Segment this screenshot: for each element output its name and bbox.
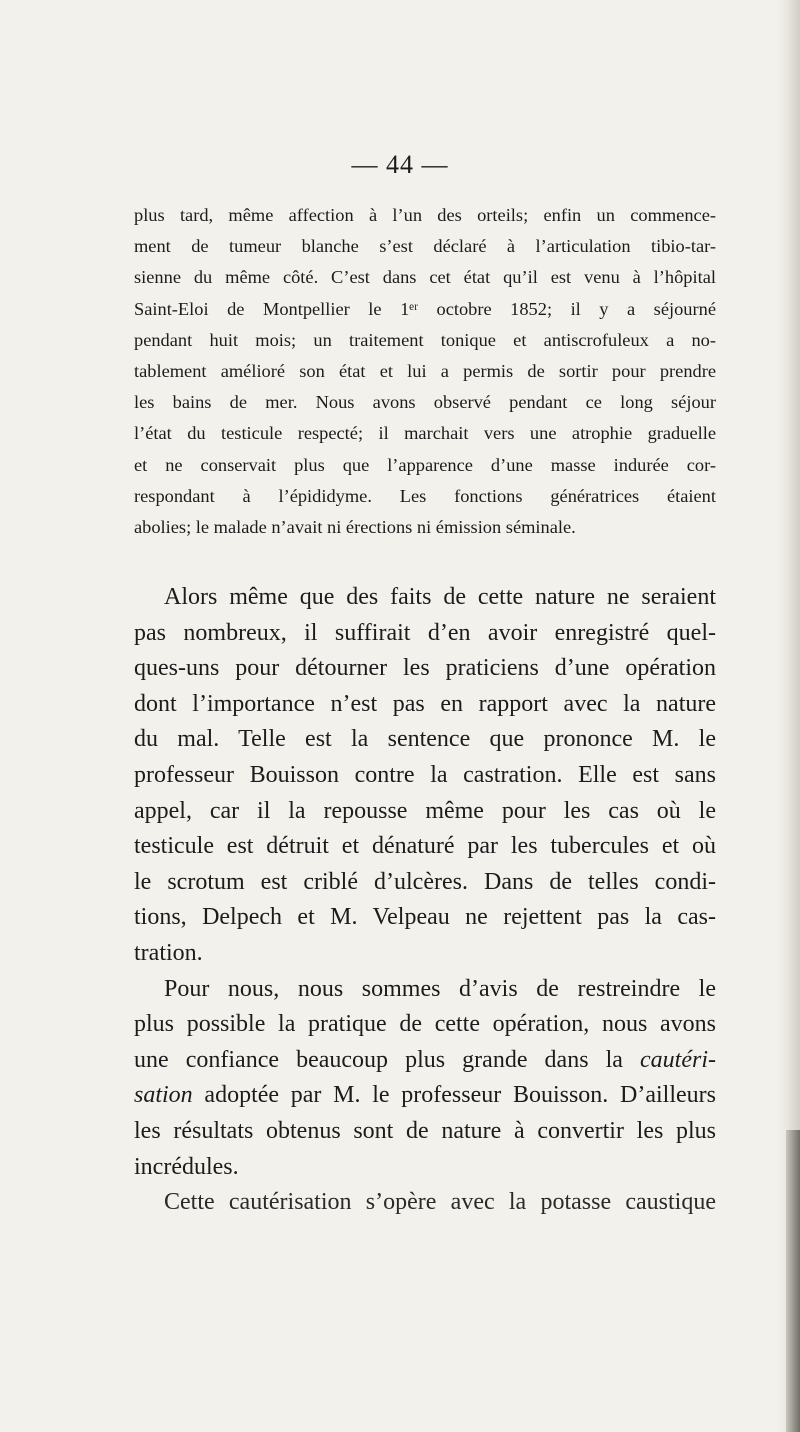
- text-line: sienne du même côté. C’est dans cet état qu’il est venu à l’hôpital: [134, 267, 716, 288]
- text-line: l’état du testicule respecté; il marchait vers une atrophie graduelle: [134, 423, 716, 444]
- text-line: ques-uns pour détourner les praticiens d’une opération: [134, 655, 716, 682]
- italic-term: sation: [134, 1082, 193, 1109]
- main-text-block: [134, 580, 716, 1221]
- text-line: testicule est détruit et dénaturé par les tubercules et où: [134, 833, 716, 860]
- text-line: abolies; le malade n’avait ni érections ni émission séminale.: [134, 517, 576, 538]
- text-line: Alors même que des faits de cette nature ne seraient: [164, 584, 716, 610]
- text-line: [134, 1078, 716, 1114]
- text-line: du mal. Telle est la sentence que prononce M. le: [134, 726, 716, 753]
- text-line: respondant à l’épididyme. Les fonctions génératrices étaient: [134, 485, 716, 506]
- text-line: Cette cautérisation s’opère avec la potasse caustique: [164, 1189, 716, 1216]
- text-line: dont l’importance n’est pas en rapport avec la nature: [134, 690, 716, 717]
- text-line: appel, car il la repousse même pour les cas où le: [134, 797, 716, 824]
- text-run: adoptée par M. le professeur Bouisson. D’ailleurs: [192, 1082, 716, 1109]
- text-line: le scrotum est criblé d’ulcères. Dans de telles condi-: [134, 868, 716, 895]
- text-run: une confiance beaucoup plus grande dans la: [134, 1046, 641, 1073]
- text-line: plus possible la pratique de cette opération, nous avons: [134, 1011, 716, 1038]
- text-line: incrédules.: [134, 1153, 239, 1180]
- page-edge-dark: [786, 1130, 800, 1432]
- text-line: plus tard, même affection à l’un des orteils; enfin un commence-: [134, 205, 716, 225]
- text-line: tablement amélioré son état et lui a permis de sortir pour prendre: [134, 361, 716, 382]
- text-line: tration.: [134, 939, 203, 966]
- text-line: ment de tumeur blanche s’est déclaré à l’articulation tibio-tar-: [134, 236, 716, 257]
- text-line: tions, Delpech et M. Velpeau ne rejettent pas la cas-: [134, 904, 716, 931]
- text-line: Pour nous, nous sommes d’avis de restreindre le: [164, 975, 716, 1002]
- page-number: — 44 —: [351, 150, 449, 179]
- text-line: et ne conservait plus que l’apparence d’une masse indurée cor-: [134, 454, 716, 475]
- text-line: les bains de mer. Nous avons observé pendant ce long séjour: [134, 392, 716, 413]
- text-line: pendant huit mois; un traitement tonique et antiscrofuleux a no-: [134, 329, 716, 350]
- italic-term: cautéri-: [640, 1046, 716, 1073]
- text-line: pas nombreux, il suffirait d’en avoir enregistré quel-: [134, 619, 716, 646]
- text-line: professeur Bouisson contre la castration. Elle est sans: [134, 761, 716, 788]
- case-report-paragraph: [134, 200, 716, 543]
- text-line: Saint-Eloi de Montpellier le 1ᵉʳ octobre 1852; il y a séjourné: [134, 298, 716, 319]
- text-line: [134, 1043, 716, 1079]
- text-line: les résultats obtenus sont de nature à convertir les plus: [134, 1117, 716, 1144]
